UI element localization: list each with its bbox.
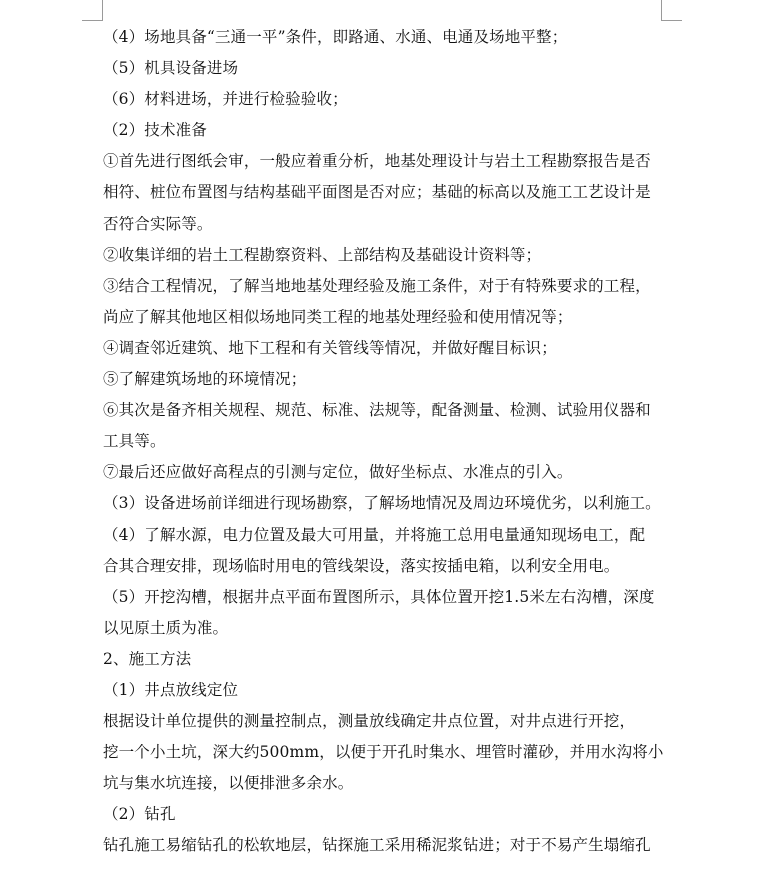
line-22: （1）井点放线定位 (103, 680, 239, 699)
line-25: 坑与集水坑连接，以便排泄多余水。 (103, 774, 354, 793)
line-13: ⑥其次是备齐相关规程、规范、标准、法规等，配备测量、检测、试验用仪器和 (103, 401, 651, 420)
line-16: （3）设备进场前详细进行现场勘察，了解场地情况及周边环境优劣，以利施工。 (103, 494, 661, 513)
line-12: ⑤了解建筑场地的环境情况； (103, 370, 307, 389)
line-11: ④调查邻近建筑、地下工程和有关管线等情况，并做好醒目标识； (103, 338, 557, 357)
line-2: （5）机具设备进场 (103, 59, 239, 78)
line-6: 相符、桩位布置图与结构基础平面图是否对应；基础的标高以及施工工艺设计是 (103, 183, 651, 202)
crop-mark-right-vertical (661, 0, 662, 20)
document-body (103, 22, 663, 862)
line-14: 工具等。 (103, 432, 166, 451)
line-8: ②收集详细的岩土工程勘察资料、上部结构及基础设计资料等； (103, 245, 542, 264)
line-17: （4）了解水源，电力位置及最大可用量，并将施工总用电量通知现场电工，配 (103, 525, 646, 544)
line-21: 2、施工方法 (103, 649, 192, 668)
line-9: ③结合工程情况，了解当地地基处理经验及施工条件，对于有特殊要求的工程， (103, 276, 651, 295)
line-19: （5）开挖沟槽，根据井点平面布置图所示，具体位置开挖1.5米左右沟槽，深度 (103, 587, 655, 606)
line-4: （2）技术准备 (103, 121, 207, 140)
line-3: （6）材料进场，并进行检验验收； (103, 90, 348, 109)
line-18: 合其合理安排，现场临时用电的管线架设，落实按插电箱，以利安全用电。 (103, 556, 620, 575)
crop-mark-left-vertical (102, 0, 103, 20)
line-10: 尚应了解其他地区相似场地同类工程的地基处理经验和使用情况等； (103, 307, 573, 326)
line-20: 以见原土质为准。 (103, 618, 229, 637)
line-15: ⑦最后还应做好高程点的引测与定位，做好坐标点、水准点的引入。 (103, 463, 573, 482)
crop-mark-left-horizontal (82, 20, 103, 21)
line-1: （4）场地具备“三通一平”条件，即路通、水通、电通及场地平整； (103, 28, 568, 46)
line-23: 根据设计单位提供的测量控制点，测量放线确定井点位置，对井点进行开挖， (103, 712, 636, 731)
line-24: 挖一个小土坑，深大约500mm，以便于开孔时集水、埋管时灌砂，并用水沟将小 (103, 743, 664, 762)
line-5: ①首先进行图纸会审，一般应着重分析，地基处理设计与岩土工程勘察报告是否 (103, 152, 651, 171)
line-27: 钻孔施工易缩钻孔的松软地层，钻探施工采用稀泥浆钻进；对于不易产生塌缩孔 (103, 836, 651, 855)
crop-mark-right-horizontal (661, 20, 682, 21)
line-7: 否符合实际等。 (103, 214, 213, 233)
line-26: （2）钻孔 (103, 805, 176, 824)
